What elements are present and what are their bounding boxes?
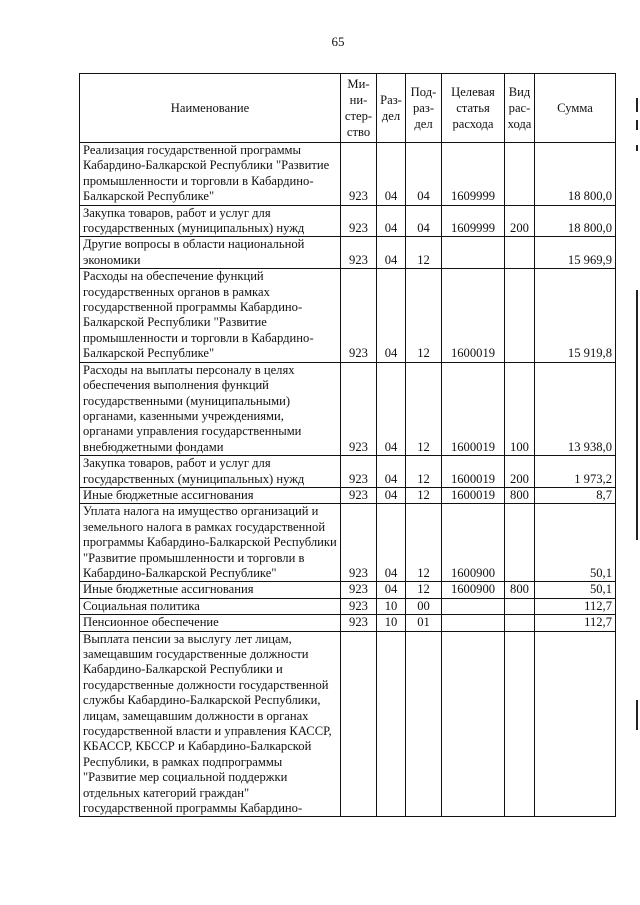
cell-section: 10 (377, 615, 406, 631)
cell-sum: 1 973,2 (535, 456, 616, 488)
table-row (80, 598, 616, 614)
cell-sum: 15 919,8 (535, 269, 616, 362)
cell-sum (535, 631, 616, 817)
scan-edge-mark (636, 700, 638, 730)
cell-sum: 112,7 (535, 615, 616, 631)
cell-subsection: 12 (406, 362, 442, 455)
table-row (80, 362, 616, 455)
table-row (80, 269, 616, 362)
cell-section: 04 (377, 269, 406, 362)
cell-sum: 8,7 (535, 487, 616, 503)
cell-sum: 18 800,0 (535, 205, 616, 237)
cell-sum: 13 938,0 (535, 362, 616, 455)
cell-section: 04 (377, 456, 406, 488)
cell-type: 200 (505, 456, 535, 488)
cell-sum: 50,1 (535, 504, 616, 582)
cell-target: 1600019 (442, 456, 505, 488)
header-ministry: Ми-ни-стер-ство (341, 74, 377, 143)
cell-name: Расходы на выплаты персоналу в целях обеспечения выполнения функций государственными (муниципальными) органами, казенными учреждениями, органами управления государственными внебюджетными фондами (80, 362, 341, 455)
cell-ministry (341, 631, 377, 817)
cell-ministry: 923 (341, 362, 377, 455)
scan-edge-mark (636, 290, 638, 540)
cell-section (377, 631, 406, 817)
cell-ministry: 923 (341, 615, 377, 631)
header-target: Целевая статья расхода (442, 74, 505, 143)
cell-subsection: 00 (406, 598, 442, 614)
table-row (80, 631, 616, 817)
table-row (80, 205, 616, 237)
cell-ministry: 923 (341, 582, 377, 598)
scan-edge-mark (636, 145, 638, 151)
cell-name: Уплата налога на имущество организаций и земельного налога в рамках государственной программы Кабардино-Балкарской Республики "Развитие промышленности и торговли в Кабардино-Балкарской Республике" (80, 504, 341, 582)
cell-subsection: 12 (406, 456, 442, 488)
header-subsection: Под-раз-дел (406, 74, 442, 143)
table-row (80, 504, 616, 582)
header-type: Вид рас-хода (505, 74, 535, 143)
cell-type (505, 143, 535, 206)
table-row (80, 615, 616, 631)
table-header-row (80, 74, 616, 143)
cell-type: 800 (505, 487, 535, 503)
page-number: 65 (331, 34, 345, 49)
cell-type: 100 (505, 362, 535, 455)
cell-target (442, 237, 505, 269)
header-section: Раз-дел (377, 74, 406, 143)
cell-name: Иные бюджетные ассигнования (80, 487, 341, 503)
budget-table (79, 73, 616, 817)
cell-name: Закупка товаров, работ и услуг для государственных (муниципальных) нужд (80, 456, 341, 488)
table-row (80, 456, 616, 488)
cell-target (442, 598, 505, 614)
cell-target: 1600019 (442, 487, 505, 503)
cell-name: Закупка товаров, работ и услуг для государственных (муниципальных) нужд (80, 205, 341, 237)
cell-section: 04 (377, 205, 406, 237)
cell-name: Выплата пенсии за выслугу лет лицам, замещавшим государственные должности Кабардино-Балкарской Республики и государственные должности государственной службы Кабардино-Балкарской Республики, лицам, замещавшим должности в органах государственной власти и управления КАССР, КБАССР, КБССР и Кабардино-Балкарской Республики, в рамках подпрограммы "Развитие мер социальной поддержки отдельных категорий граждан" государственной программы Кабардино- (80, 631, 341, 817)
cell-ministry: 923 (341, 504, 377, 582)
cell-target: 1600900 (442, 582, 505, 598)
table-row (80, 487, 616, 503)
cell-target: 1600900 (442, 504, 505, 582)
cell-ministry: 923 (341, 456, 377, 488)
cell-type: 800 (505, 582, 535, 598)
cell-subsection: 12 (406, 582, 442, 598)
table-row (80, 143, 616, 206)
cell-subsection: 04 (406, 205, 442, 237)
cell-sum: 50,1 (535, 582, 616, 598)
cell-ministry: 923 (341, 205, 377, 237)
cell-type (505, 237, 535, 269)
cell-name: Иные бюджетные ассигнования (80, 582, 341, 598)
cell-subsection: 12 (406, 237, 442, 269)
scan-edge-mark (636, 98, 638, 112)
cell-name: Реализация государственной программы Кабардино-Балкарской Республики "Развитие промышленности и торговли в Кабардино-Балкарской Республике" (80, 143, 341, 206)
cell-ministry: 923 (341, 269, 377, 362)
cell-type (505, 269, 535, 362)
cell-subsection: 12 (406, 504, 442, 582)
cell-name: Социальная политика (80, 598, 341, 614)
cell-sum: 15 969,9 (535, 237, 616, 269)
cell-ministry: 923 (341, 237, 377, 269)
cell-subsection (406, 631, 442, 817)
header-name: Наименование (80, 74, 341, 143)
cell-section: 04 (377, 582, 406, 598)
cell-subsection: 04 (406, 143, 442, 206)
cell-ministry: 923 (341, 143, 377, 206)
cell-ministry: 923 (341, 487, 377, 503)
cell-section: 04 (377, 362, 406, 455)
cell-target: 1600019 (442, 269, 505, 362)
cell-section: 04 (377, 504, 406, 582)
cell-section: 04 (377, 237, 406, 269)
cell-target (442, 615, 505, 631)
cell-target: 1609999 (442, 143, 505, 206)
cell-type (505, 504, 535, 582)
cell-subsection: 12 (406, 487, 442, 503)
cell-target: 1600019 (442, 362, 505, 455)
cell-name: Расходы на обеспечение функций государственных органов в рамках государственной программы Кабардино-Балкарской Республики "Развитие промышленности и торговли в Кабардино-Балкарской Республике" (80, 269, 341, 362)
cell-target (442, 631, 505, 817)
cell-type (505, 631, 535, 817)
cell-type: 200 (505, 205, 535, 237)
cell-ministry: 923 (341, 598, 377, 614)
cell-sum: 112,7 (535, 598, 616, 614)
cell-section: 10 (377, 598, 406, 614)
cell-name: Пенсионное обеспечение (80, 615, 341, 631)
cell-type (505, 615, 535, 631)
cell-section: 04 (377, 487, 406, 503)
cell-target: 1609999 (442, 205, 505, 237)
scan-edge-mark (636, 120, 638, 130)
table-row (80, 582, 616, 598)
header-sum: Сумма (535, 74, 616, 143)
table-row (80, 237, 616, 269)
cell-subsection: 12 (406, 269, 442, 362)
cell-subsection: 01 (406, 615, 442, 631)
cell-sum: 18 800,0 (535, 143, 616, 206)
cell-type (505, 598, 535, 614)
cell-name: Другие вопросы в области национальной экономики (80, 237, 341, 269)
cell-section: 04 (377, 143, 406, 206)
